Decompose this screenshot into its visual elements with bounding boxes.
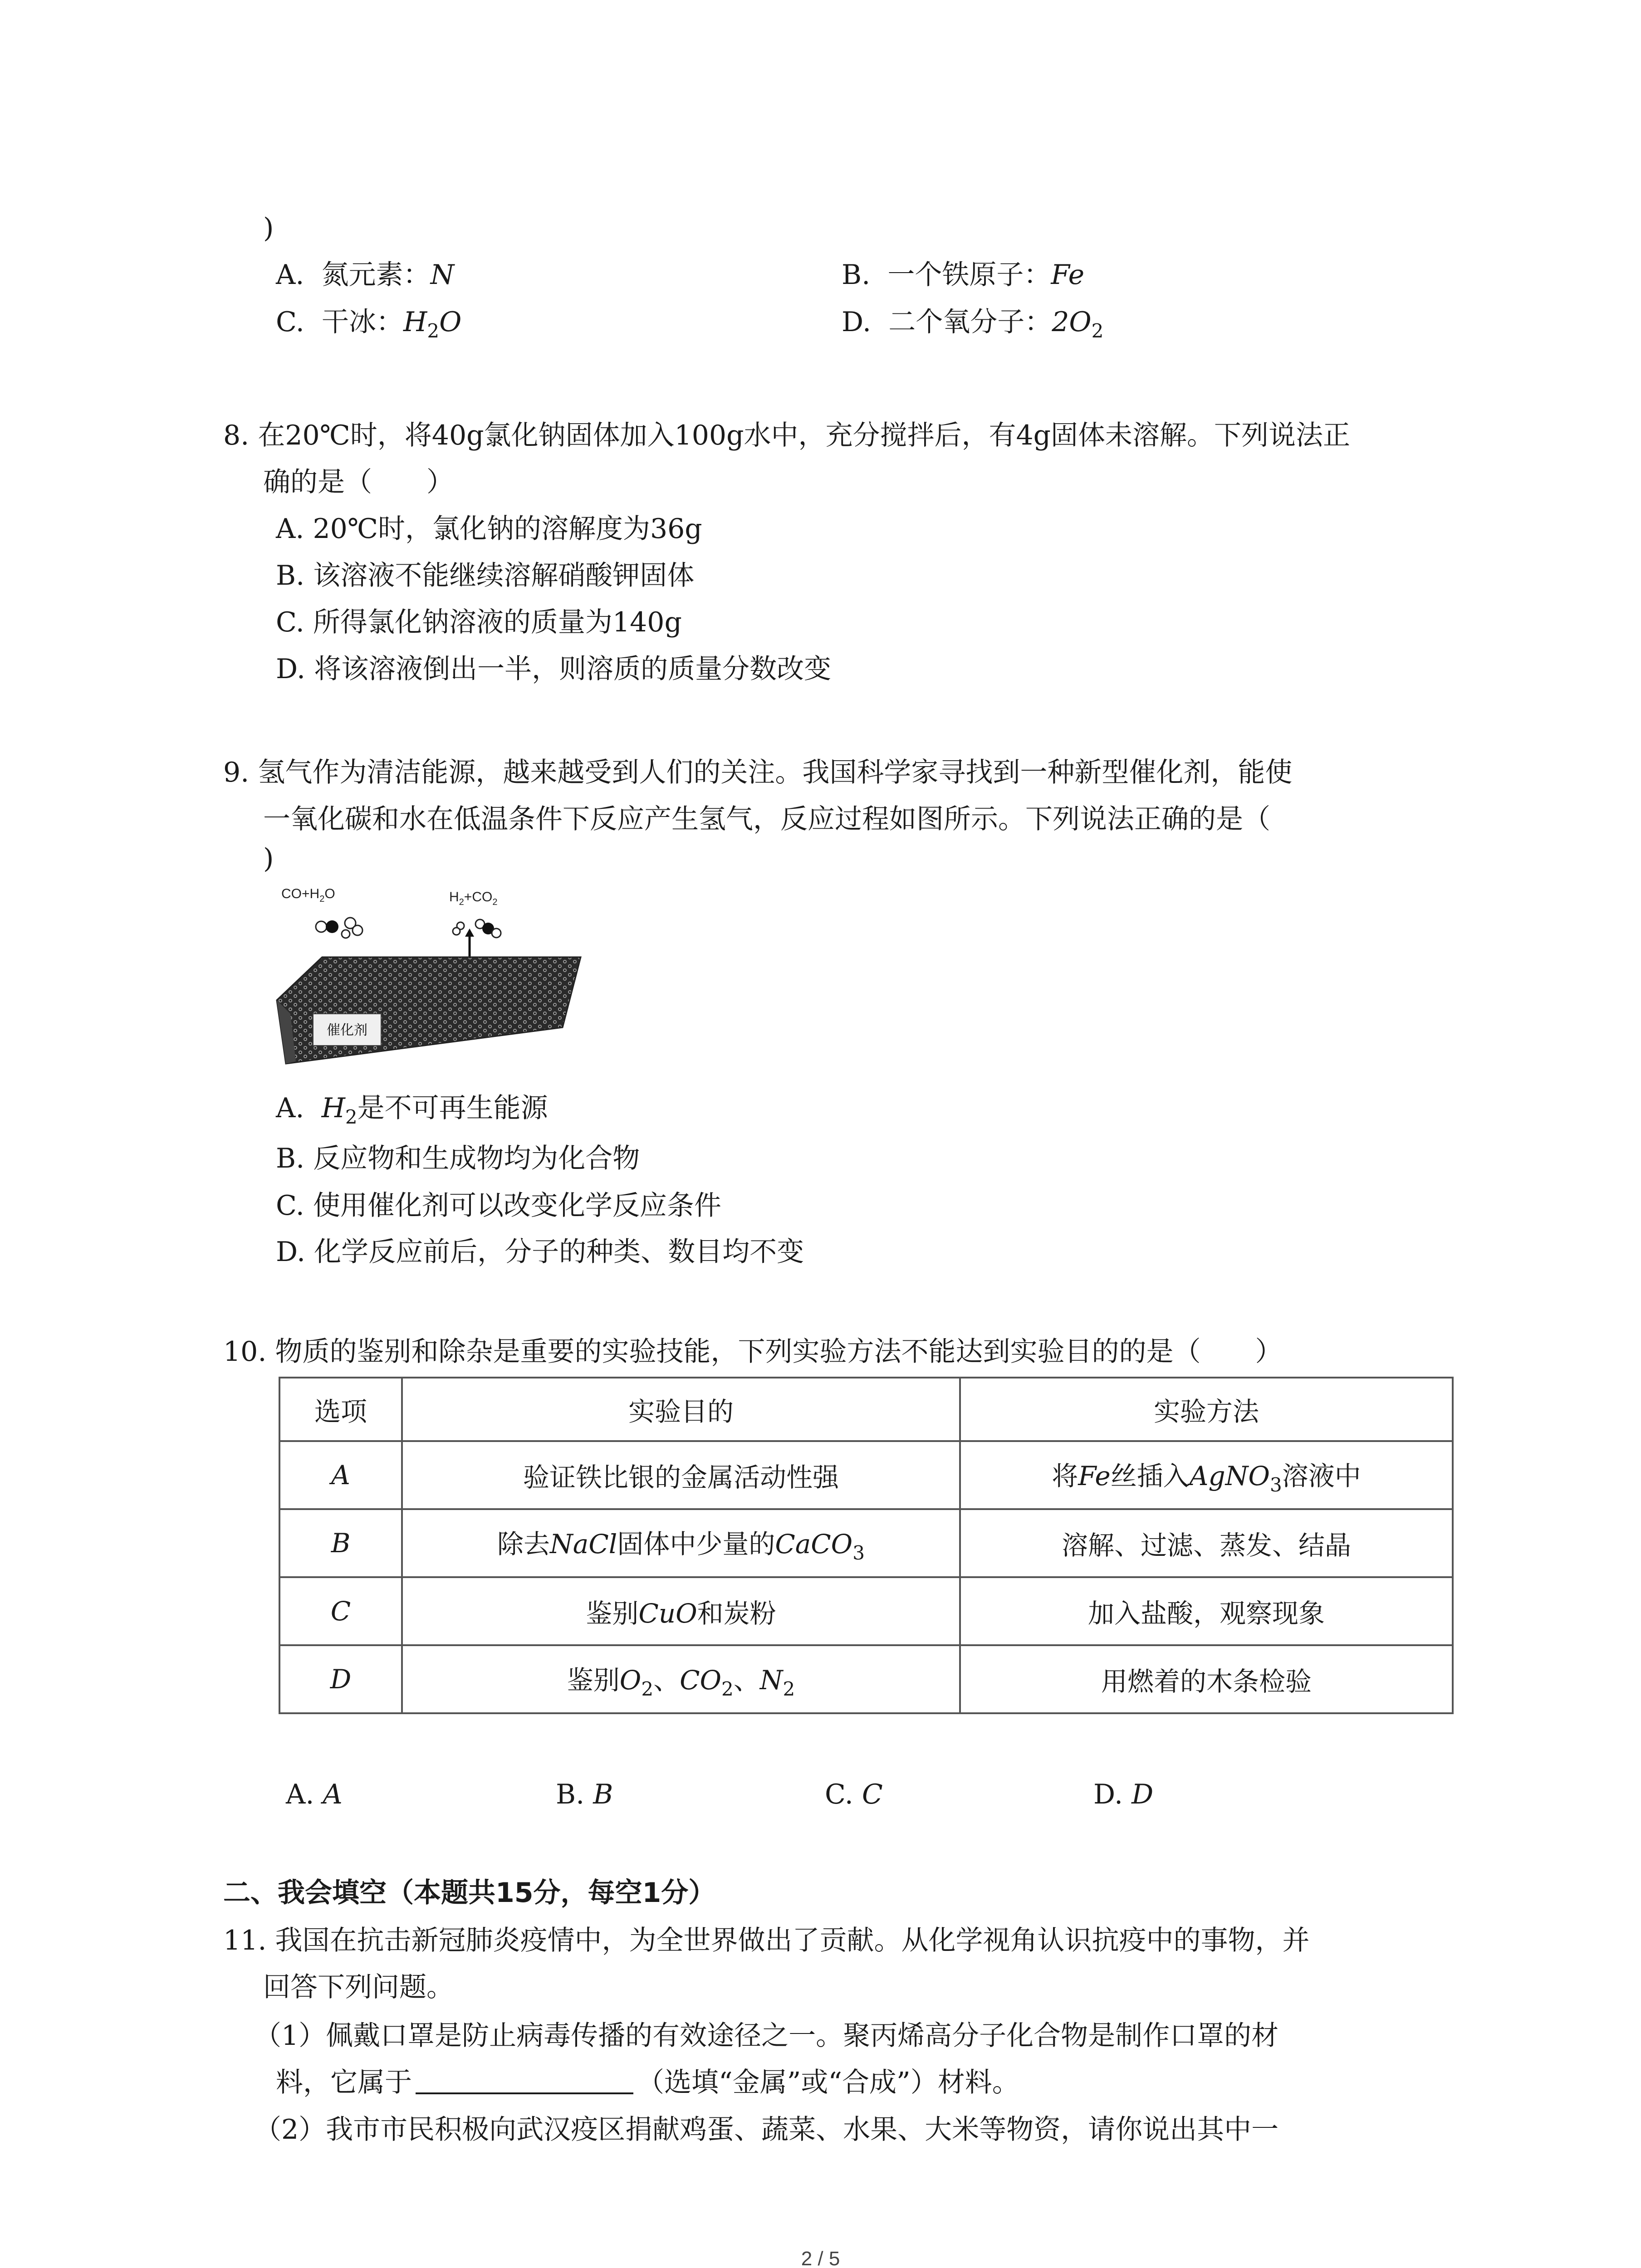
q11-stem-line2: 回答下列问题。 xyxy=(263,1971,454,2003)
table-cell-purpose: 鉴别CuO和炭粉 xyxy=(402,1577,960,1645)
option-text: 该溶液不能继续溶解硝酸钾固体 xyxy=(313,560,695,591)
question-text: 我国在抗击新冠肺炎疫情中，为全世界做出了贡献。从化学视角认识抗疫中的事物，并 xyxy=(275,1925,1310,1956)
q9-stem-line3: ) xyxy=(263,843,274,875)
option-label: C. xyxy=(276,1190,304,1222)
reactant-molecules-icon xyxy=(316,918,362,938)
table-cell-method: 溶解、过滤、蒸发、结晶 xyxy=(960,1509,1453,1577)
up-arrow-icon xyxy=(465,929,474,957)
formula-subscript: 2 xyxy=(427,320,440,342)
table-cell-purpose: 鉴别$O_2$、$CO_2$、$N_2$ xyxy=(402,1645,960,1713)
question-number: 10. xyxy=(223,1336,267,1368)
table-header-cell: 实验方法 xyxy=(960,1378,1453,1441)
q9-stem-line1 xyxy=(223,755,1292,790)
q11-part2-line1: （2）我市市民积极向武汉疫区捐献鸡蛋、蔬菜、水果、大米等物资，请你说出其中一 xyxy=(254,2114,1279,2146)
option-text: 化学反应前后，分子的种类、数目均不变 xyxy=(314,1236,804,1268)
q7-option-a xyxy=(276,258,454,292)
q9-option-d xyxy=(276,1235,804,1269)
q10-stem xyxy=(223,1334,1283,1369)
table-row xyxy=(279,1645,1453,1713)
formula: N xyxy=(430,259,455,291)
table-cell-option: B xyxy=(279,1509,402,1577)
question-number: 8. xyxy=(223,420,250,451)
catalyst-reaction-figure xyxy=(268,878,594,1091)
formula: O xyxy=(439,306,462,338)
q8-stem-line1 xyxy=(223,418,1350,453)
table-cell-option: C xyxy=(279,1577,402,1645)
option-label: D. xyxy=(276,1236,306,1268)
page-number: 2 / 5 xyxy=(801,2248,840,2268)
q9-option-c xyxy=(276,1188,721,1223)
option-label: A. xyxy=(276,1092,304,1124)
option-label: D. xyxy=(842,306,872,338)
catalyst-label: 催化剂 xyxy=(327,1022,367,1038)
answer-blank[interactable] xyxy=(416,2067,633,2094)
q7-option-c xyxy=(276,305,461,348)
option-text: 20℃时，氯化钠的溶解度为36g xyxy=(313,513,702,545)
option-text: 二个氧分子： xyxy=(888,306,1052,338)
formula-subscript: 2 xyxy=(345,1106,358,1128)
q10-answer-a: A. A xyxy=(286,1779,343,1810)
q10-answer-d: D. D xyxy=(1093,1779,1154,1810)
table-row xyxy=(279,1577,1453,1645)
option-text: 使用催化剂可以改变化学反应条件 xyxy=(313,1190,721,1222)
table-cell-method: 用燃着的木条检验 xyxy=(960,1645,1453,1713)
formula: Fe xyxy=(1051,259,1085,291)
option-label: C. xyxy=(276,306,304,338)
table-cell-option: A xyxy=(279,1441,402,1509)
option-label: B. xyxy=(276,560,305,591)
q8-option-b xyxy=(276,558,694,593)
q9-option-b xyxy=(276,1141,640,1176)
option-text: 一个铁原子： xyxy=(887,259,1051,291)
formula: H xyxy=(403,306,427,338)
table-row xyxy=(279,1509,1453,1577)
product-molecules-icon xyxy=(453,919,501,938)
option-text: 所得氯化钠溶液的质量为140g xyxy=(313,606,682,638)
section-heading: 二、我会填空（本题共15分，每空1分） xyxy=(223,1877,716,1909)
experiment-table xyxy=(279,1377,1454,1714)
option-label: A. xyxy=(276,259,304,291)
option-text: 是不可再生能源 xyxy=(357,1092,548,1124)
question-text: 物质的鉴别和除杂是重要的实验技能，下列实验方法不能达到实验目的的是（ ） xyxy=(275,1336,1283,1368)
catalyst-surface xyxy=(277,957,581,1064)
formula: 2O xyxy=(1052,306,1092,338)
option-label: B. xyxy=(842,259,871,291)
question-number: 11. xyxy=(223,1925,267,1956)
q11-stem-line1 xyxy=(223,1923,1310,1958)
table-cell-method: 将Fe丝插入AgNO$_3$溶液中 xyxy=(960,1441,1453,1509)
table-header-cell: 选项 xyxy=(279,1378,402,1441)
question-number: 9. xyxy=(223,757,250,788)
q7-closing-paren: ) xyxy=(263,212,274,244)
reactants-label: $CO+H_2O$ xyxy=(281,886,335,904)
formula: H xyxy=(321,1092,345,1124)
option-label: B. xyxy=(276,1143,305,1174)
option-label: C. xyxy=(276,606,304,638)
table-row xyxy=(279,1441,1453,1509)
table-cell-purpose: 除去NaCl固体中少量的CaCO$_3$ xyxy=(402,1509,960,1577)
q7-option-b xyxy=(842,258,1084,292)
q7-option-d xyxy=(842,305,1103,348)
option-text: 氮元素： xyxy=(321,259,431,291)
q8-stem-line2: 确的是（ ） xyxy=(263,466,454,498)
option-text: 将该溶液倒出一半，则溶质的质量分数改变 xyxy=(314,653,832,685)
formula-subscript: 2 xyxy=(1091,320,1104,342)
q10-answer-c: C. C xyxy=(825,1779,883,1810)
table-cell-method: 加入盐酸，观察现象 xyxy=(960,1577,1453,1645)
q10-answer-b: B. B xyxy=(556,1779,613,1810)
table-header-cell: 实验目的 xyxy=(402,1378,960,1441)
table-header-row xyxy=(279,1378,1453,1441)
question-text: 氢气作为清洁能源，越来越受到人们的关注。我国科学家寻找到一种新型催化剂，能使 xyxy=(258,757,1293,788)
q8-option-d xyxy=(276,652,831,686)
option-label: A. xyxy=(276,513,304,545)
q9-stem-line2: 一氧化碳和水在低温条件下反应产生氢气，反应过程如图所示。下列说法正确的是（ xyxy=(263,803,1270,835)
table-cell-option: D xyxy=(279,1645,402,1713)
q9-option-a xyxy=(276,1091,548,1134)
question-text: 在20℃时，将40g氯化钠固体加入100g水中，充分搅拌后，有4g固体未溶解。下列说法正 xyxy=(258,420,1351,451)
table-cell-purpose: 验证铁比银的金属活动性强 xyxy=(402,1441,960,1509)
q8-option-a xyxy=(276,512,702,546)
q8-option-c xyxy=(276,605,682,640)
q11-part1-line2: 料，它属于 （选填“金属”或“合成”）材料。 xyxy=(276,2067,1019,2098)
q11-part1-line1: （1）佩戴口罩是防止病毒传播的有效途径之一。聚丙烯高分子化合物是制作口罩的材 xyxy=(254,2020,1279,2052)
option-text: 干冰： xyxy=(322,306,403,338)
products-label: $H_2+CO_2$ xyxy=(449,890,498,907)
option-label: D. xyxy=(276,653,306,685)
option-text: 反应物和生成物均为化合物 xyxy=(313,1143,640,1174)
